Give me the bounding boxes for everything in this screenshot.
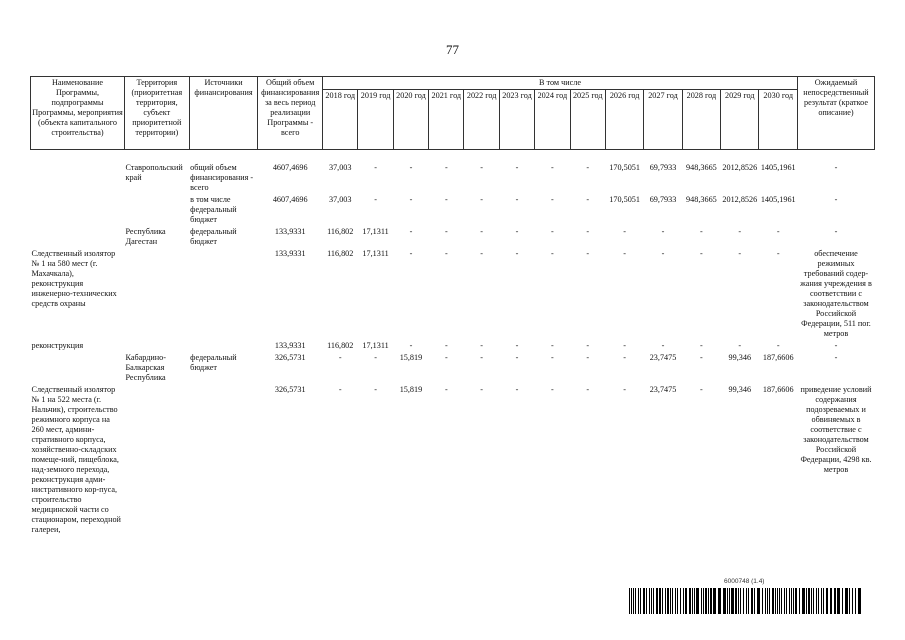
barcode-bar (662, 588, 663, 614)
barcode-bar (646, 588, 647, 614)
barcode-bar (769, 588, 770, 614)
barcode-bar (837, 588, 840, 614)
barcode-bar (740, 588, 741, 614)
row-source-cell (189, 340, 258, 352)
row-year-cell: - (515, 163, 519, 172)
row-source-cell: федеральный бюджет (190, 353, 237, 372)
barcode-bar (640, 588, 641, 614)
row-territory-cell (124, 248, 189, 340)
barcode-bar (818, 588, 819, 614)
barcode-bar (845, 588, 848, 614)
row-year-cell: 23,7475 (649, 385, 677, 394)
barcode-bar (849, 588, 850, 614)
row-year-cell: - (586, 195, 590, 204)
barcode-bar (659, 588, 661, 614)
row-year-cell: 69,7933 (649, 163, 677, 172)
header-year: 2024 год (535, 90, 570, 150)
barcode-bar (799, 588, 800, 614)
row-name-cell (31, 226, 125, 248)
barcode-bar (677, 588, 678, 614)
row-source-cell: общий объем финансирования - всего (190, 163, 254, 192)
barcode-bar (705, 588, 707, 614)
row-year-cell: - (480, 341, 484, 350)
row-year-cell: - (444, 341, 448, 350)
barcode-bar (791, 588, 792, 614)
row-year-cell: - (586, 163, 590, 172)
barcode-bar (816, 588, 817, 614)
row-year-cell: - (444, 353, 448, 362)
row-year-cell: - (480, 195, 484, 204)
barcode-bar (746, 588, 747, 614)
barcode-bar (842, 588, 843, 614)
barcode-bar (718, 588, 721, 614)
barcode-bar (779, 588, 780, 614)
row-year-cell: - (700, 353, 703, 362)
row-total-cell: 133,9331 (274, 227, 306, 236)
barcode-bar (806, 588, 807, 614)
row-result-cell: - (834, 163, 838, 172)
barcode-bar (802, 588, 805, 614)
row-year-cell: - (661, 227, 665, 236)
row-year-cell: - (480, 353, 484, 362)
row-total-cell: 326,5731 (274, 353, 306, 362)
row-result-cell: приведение условий содержания подозреваемых и обвиняемых в соответствие с законодательством Российской Федерации, 4298 кв. метров (800, 385, 872, 474)
row-total-cell: 133,9331 (274, 249, 306, 258)
barcode-bar (830, 588, 832, 614)
barcode-bar (633, 588, 634, 614)
row-year-cell: - (776, 227, 780, 236)
row-year-cell: - (551, 195, 554, 204)
row-name-cell (31, 162, 125, 194)
row-source-cell: в том числе федеральный бюджет (190, 195, 237, 224)
row-year-cell: - (776, 249, 780, 258)
row-total-cell: 133,9331 (274, 341, 306, 350)
barcode-bar (811, 588, 812, 614)
row-year-cell: 23,7475 (649, 353, 677, 362)
row-year-cell: - (515, 353, 519, 362)
row-name-cell (31, 194, 125, 226)
barcode-bar (772, 588, 774, 614)
header-year: 2027 год (644, 90, 682, 150)
row-total-cell: 326,5731 (274, 385, 306, 394)
row-territory-cell (124, 194, 189, 226)
row-year-cell: - (444, 163, 448, 172)
barcode-bar (762, 588, 763, 614)
row-result-cell: - (834, 341, 838, 350)
row-year-cell: 2012,8526 (722, 163, 758, 172)
table-row (31, 162, 875, 194)
barcode-bar (858, 588, 861, 614)
row-year-cell: - (480, 163, 484, 172)
row-year-cell: - (551, 385, 554, 394)
table-row (31, 248, 875, 340)
barcode-bar (731, 588, 734, 614)
row-source-cell (189, 248, 258, 340)
row-year-cell: - (551, 163, 554, 172)
row-year-cell: - (551, 249, 554, 258)
header-territory: Территория (приоритетная территория, субъект приоритетной территории) (124, 77, 189, 150)
table-row (31, 352, 875, 384)
barcode-bar (808, 588, 810, 614)
row-year-cell: - (623, 249, 626, 258)
row-year-cell: 37,003 (328, 163, 352, 172)
barcode-bar (689, 588, 691, 614)
barcode-bar (651, 588, 652, 614)
barcode-bar (748, 588, 749, 614)
row-year-cell: - (480, 385, 484, 394)
barcode-bar (775, 588, 776, 614)
row-year-cell: - (623, 227, 626, 236)
row-year-cell: - (586, 249, 590, 258)
row-year-cell: 1405,1961 (760, 163, 796, 172)
row-year-cell: - (515, 385, 519, 394)
row-year-cell: 17,1311 (362, 249, 389, 258)
row-year-cell: 15,819 (399, 385, 423, 394)
row-year-cell: - (551, 341, 554, 350)
barcode-bar (826, 588, 828, 614)
row-year-cell: 17,1311 (362, 341, 389, 350)
row-year-cell: - (586, 227, 590, 236)
row-year-cell: - (623, 353, 626, 362)
table-row (31, 226, 875, 248)
row-year-cell: - (444, 195, 448, 204)
row-result-cell: - (834, 353, 838, 362)
row-year-cell: - (738, 249, 742, 258)
row-year-cell: - (338, 353, 342, 362)
barcode (629, 588, 861, 614)
row-territory-cell: Кабардино-Балкарская Республика (125, 353, 167, 382)
barcode-bar (656, 588, 658, 614)
row-year-cell: 37,003 (328, 195, 352, 204)
row-name-cell: реконструкция (31, 341, 84, 350)
row-year-cell: - (444, 249, 448, 258)
header-year: 2025 год (570, 90, 605, 150)
row-total-cell: 4607,4696 (272, 163, 308, 172)
row-total-cell: 4607,4696 (272, 195, 308, 204)
barcode-bar (813, 588, 814, 614)
header-year: 2028 год (682, 90, 720, 150)
barcode-bar (795, 588, 797, 614)
row-year-cell: - (586, 385, 590, 394)
row-year-cell: 2012,8526 (722, 195, 758, 204)
row-result-cell: - (834, 227, 838, 236)
header-year: 2030 год (759, 90, 798, 150)
row-year-cell: - (374, 353, 377, 362)
row-year-cell: 15,819 (399, 353, 423, 362)
row-year-cell: - (409, 341, 413, 350)
barcode-bar (683, 588, 684, 614)
row-year-cell: - (661, 249, 665, 258)
barcode-bar (708, 588, 709, 614)
header-including: В том числе (323, 77, 798, 90)
row-year-cell: 1405,1961 (760, 195, 796, 204)
row-year-cell: 99,346 (728, 385, 752, 394)
barcode-bar (635, 588, 636, 614)
row-territory-cell (124, 340, 189, 352)
barcode-bar (694, 588, 695, 614)
row-year-cell: - (409, 249, 413, 258)
barcode-bar (638, 588, 639, 614)
row-year-cell: - (623, 341, 626, 350)
row-year-cell: - (623, 385, 626, 394)
row-result-cell: - (834, 195, 838, 204)
row-year-cell: 170,5051 (609, 195, 640, 204)
header-year: 2021 год (429, 90, 464, 150)
barcode-bar (665, 588, 666, 614)
barcode-bar (786, 588, 787, 614)
barcode-bar (667, 588, 669, 614)
barcode-bar (852, 588, 853, 614)
row-year-cell: - (586, 353, 590, 362)
row-territory-cell: Республика Дагестан (125, 227, 166, 246)
header-total: Общий объем финансирования за весь период реализации Программы - всего (258, 77, 323, 150)
row-year-cell: 170,5051 (609, 163, 640, 172)
row-source-cell (189, 384, 258, 536)
table-row (31, 384, 875, 536)
barcode-bar (685, 588, 687, 614)
header-year: 2023 год (499, 90, 534, 150)
barcode-bar (696, 588, 699, 614)
row-year-cell: 69,7933 (649, 195, 677, 204)
barcode-bar (735, 588, 737, 614)
header-result: Ожидаемый непосредственный результат (краткое описание) (797, 77, 874, 150)
row-year-cell: - (700, 341, 703, 350)
row-year-cell: - (515, 195, 519, 204)
barcode-bar (631, 588, 632, 614)
row-year-cell: - (661, 341, 665, 350)
row-year-cell: 116,802 (327, 227, 354, 236)
page-number: 77 (446, 42, 459, 57)
barcode-bar (723, 588, 726, 614)
barcode-bar (703, 588, 704, 614)
barcode-bar (743, 588, 744, 614)
barcode-bar (757, 588, 760, 614)
row-year-cell: - (738, 227, 742, 236)
row-year-cell: - (776, 341, 780, 350)
barcode-label: 6000748 (1.4) (724, 578, 765, 585)
program-table (30, 76, 875, 536)
barcode-bar (751, 588, 753, 614)
barcode-bar (670, 588, 671, 614)
barcode-bar (672, 588, 673, 614)
row-year-cell: - (551, 227, 554, 236)
row-year-cell: - (551, 353, 554, 362)
header-year: 2026 год (605, 90, 643, 150)
row-year-cell: - (444, 227, 448, 236)
barcode-bar (729, 588, 730, 614)
row-year-cell: - (374, 163, 377, 172)
row-year-cell: - (374, 385, 377, 394)
barcode-bar (754, 588, 755, 614)
header-year: 2019 год (358, 90, 393, 150)
row-name-cell: Следственный изолятор № 1 на 580 мест (г. Махачкала), реконструкция инженерно-технических средств охраны (31, 249, 117, 308)
row-year-cell: 948,3665 (686, 163, 717, 172)
row-year-cell: - (738, 341, 742, 350)
barcode-bar (727, 588, 728, 614)
barcode-bar (701, 588, 702, 614)
header-name: Наименование Программы, подпрограммы Программы, мероприятия (объекта капитального строительства) (31, 77, 125, 150)
header-year: 2022 год (464, 90, 499, 150)
row-territory-cell: Ставропольский край (125, 163, 183, 182)
row-year-cell: - (586, 341, 590, 350)
row-year-cell: - (515, 341, 519, 350)
row-year-cell: 948,3665 (686, 195, 717, 204)
row-year-cell: - (480, 249, 484, 258)
row-year-cell: - (374, 195, 377, 204)
barcode-bar (777, 588, 778, 614)
barcode-bar (680, 588, 681, 614)
barcode-bar (781, 588, 782, 614)
row-source-cell: федеральный бюджет (190, 227, 237, 246)
barcode-bar (834, 588, 836, 614)
barcode-bar (643, 588, 645, 614)
barcode-bar (629, 588, 630, 614)
table-body (31, 150, 875, 537)
row-year-cell: - (409, 195, 413, 204)
row-year-cell: 187,6606 (762, 385, 794, 394)
row-name-cell: Следственный изолятор № 1 на 522 места (г. Нальчик), строительство режимного корпуса на 260 мест, админи-стративного корпуса, хозяйственно-складских помеще-ний, пищеблока, над-земного перехода, реконструкция адми-нистративного кор-пуса, строительство медицинской части со стационаром, переходной галереи, (31, 385, 121, 534)
barcode-bar (738, 588, 739, 614)
row-territory-cell (124, 384, 189, 536)
barcode-bar (675, 588, 676, 614)
row-name-cell (31, 352, 125, 384)
row-year-cell: - (338, 385, 342, 394)
barcode-bar (821, 588, 822, 614)
row-year-cell: - (700, 249, 703, 258)
row-year-cell: - (515, 227, 519, 236)
barcode-bar (784, 588, 785, 614)
header-sources: Источники финансирования (189, 77, 258, 150)
row-year-cell: - (700, 385, 703, 394)
barcode-bar (692, 588, 693, 614)
row-year-cell: - (444, 385, 448, 394)
row-year-cell: 187,6606 (762, 353, 794, 362)
table-row (31, 340, 875, 352)
table-row (31, 194, 875, 226)
barcode-bar (855, 588, 856, 614)
row-year-cell: - (515, 249, 519, 258)
header-year: 2029 год (721, 90, 759, 150)
row-year-cell: 116,802 (327, 341, 354, 350)
barcode-bar (789, 588, 790, 614)
barcode-bar (793, 588, 794, 614)
barcode-bar (713, 588, 716, 614)
barcode-bar (765, 588, 766, 614)
row-year-cell: 17,1311 (362, 227, 389, 236)
barcode-bar (653, 588, 654, 614)
row-year-cell: 99,346 (728, 353, 752, 362)
barcode-bar (823, 588, 824, 614)
header-year: 2020 год (393, 90, 428, 150)
row-year-cell: - (409, 227, 413, 236)
row-year-cell: - (409, 163, 413, 172)
barcode-bar (649, 588, 650, 614)
row-year-cell: - (700, 227, 703, 236)
row-year-cell: 116,802 (327, 249, 354, 258)
row-result-cell: обеспечение режимных требований содер-жания учреждения в соответствии с законодательством Российской Федерации, 511 пог. метров (800, 249, 872, 338)
row-year-cell: - (480, 227, 484, 236)
header-year: 2018 год (323, 90, 358, 150)
barcode-bar (710, 588, 712, 614)
barcode-bar (767, 588, 768, 614)
